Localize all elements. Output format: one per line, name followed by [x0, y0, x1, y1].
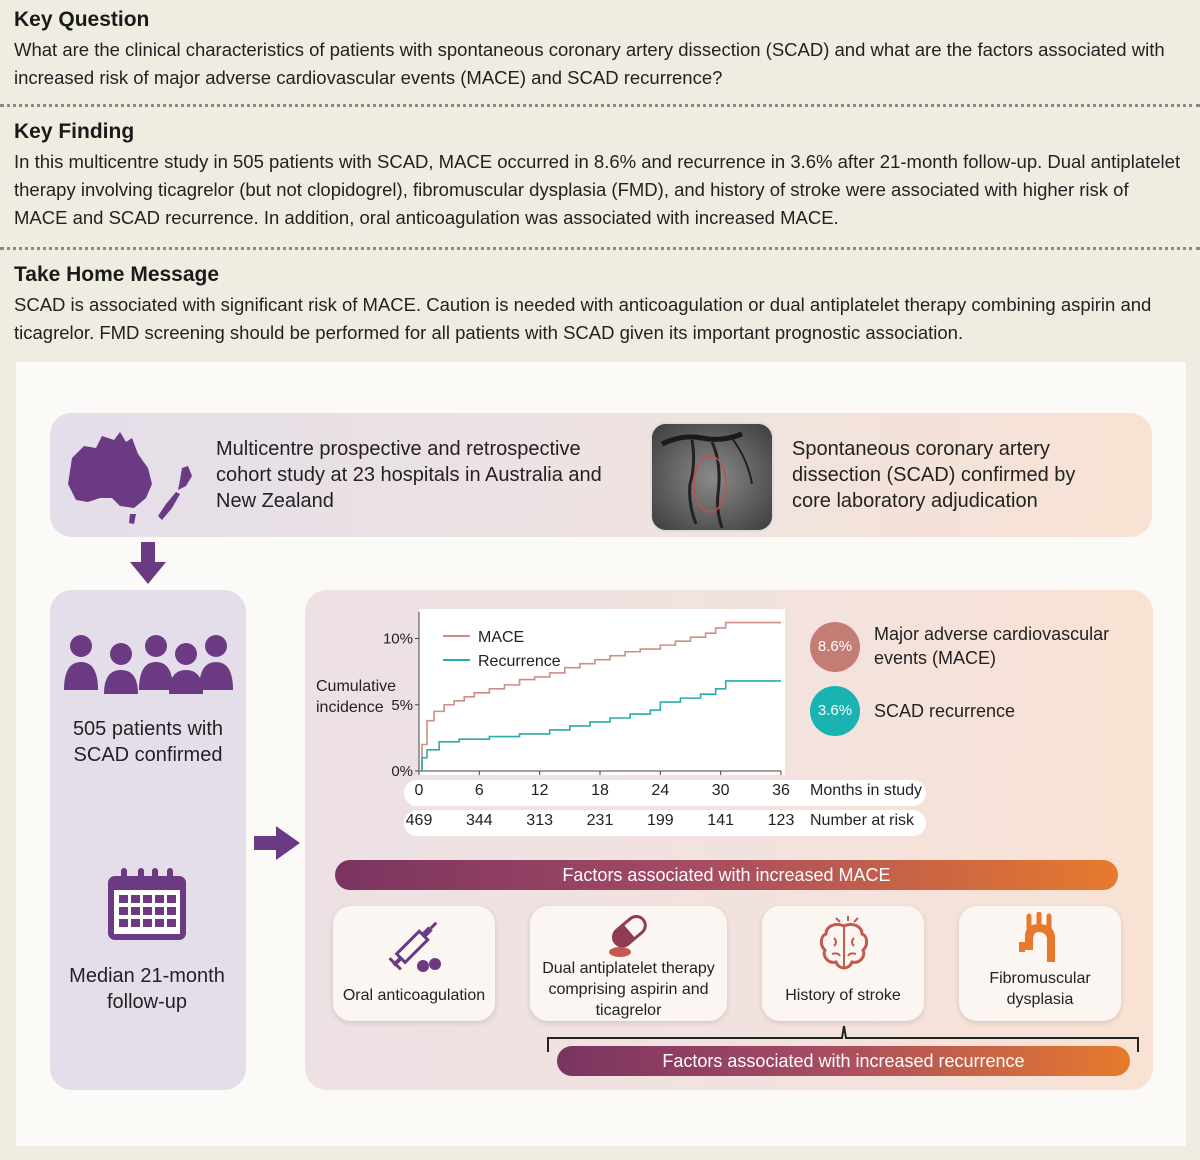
key-finding-heading: Key Finding: [14, 120, 135, 143]
factor-history-of-stroke: [762, 906, 924, 1021]
legend-label: Recurrence: [478, 653, 561, 670]
study-design-text: Multicentre prospective and retrospective cohort study at 23 hospitals in Australia and New Zealand: [216, 438, 602, 512]
calendar-icon: [106, 868, 188, 942]
factor-dual-antiplatelet: [530, 906, 727, 1021]
number-at-risk-value: 231: [586, 812, 614, 829]
x-tick-label: 12: [530, 782, 549, 799]
factor-label: History of stroke: [785, 987, 901, 1004]
angiogram-picture: [652, 424, 772, 530]
recurrence-factors-banner: Factors associated with increased recurrence: [557, 1046, 1130, 1076]
number-at-risk-label: Number at risk: [810, 812, 915, 829]
recurrence-outcome-label: SCAD recurrence: [874, 701, 1016, 721]
divider: [0, 247, 1200, 250]
syringe-icon: [385, 916, 445, 972]
y-tick-label: 0%: [391, 763, 413, 780]
number-at-risk-value: 123: [767, 812, 795, 829]
key-question-heading: Key Question: [14, 8, 150, 31]
mace-outcome-label: Major adverse cardiovascular events (MACE): [874, 624, 1110, 668]
factor-fibromuscular-dysplasia: [959, 906, 1121, 1021]
key-finding-text: In this multicentre study in 505 patients with SCAD, MACE occurred in 8.6% and recurrence in 3.6% after 21-month follow-up. Dual antiplatelet therapy involving ticagrelor (but not clopidogrel), fibromuscular dysplasia (FMD), and history of stroke were associated with higher risk of MACE and SCAD recurrence. In addition, oral anticoagulation was associated with increased MACE.: [14, 151, 1181, 228]
number-at-risk-value: 469: [405, 812, 433, 829]
aorta-icon: [1015, 912, 1065, 968]
australia-nz-map-icon: [62, 428, 202, 530]
x-tick-label: 24: [651, 782, 670, 799]
number-at-risk-value: 141: [707, 812, 734, 829]
patients-group-icon: [64, 632, 234, 694]
angiogram-image: [650, 422, 774, 532]
scad-confirmed-text: Spontaneous coronary artery dissection (SCAD) confirmed by core laboratory adjudication: [792, 438, 1076, 512]
x-tick-label: 6: [474, 782, 484, 799]
key-question-section: [14, 8, 1186, 92]
y-tick-label: 10%: [382, 630, 413, 648]
take-home-heading: Take Home Message: [14, 263, 220, 286]
mace-rate-badge: 8.6%: [810, 622, 860, 672]
recurrence-rate-badge: 3.6%: [810, 686, 860, 736]
months-label: Months in study: [810, 782, 923, 799]
brain-icon: [816, 916, 872, 974]
take-home-text: SCAD is associated with significant risk of MACE. Caution is needed with anticoagulation or dual antiplatelet therapy combining aspirin and ticagrelor. FMD screening should be performed for all patients with SCAD given its important prognostic association.: [14, 294, 1152, 343]
number-at-risk-value: 344: [465, 812, 493, 829]
legend-label: MACE: [478, 629, 525, 646]
pills-icon: [604, 914, 654, 958]
x-tick-label: 18: [591, 782, 609, 799]
key-finding-section: [14, 120, 1186, 232]
x-tick-label: 0: [414, 782, 424, 799]
y-tick-label: 5%: [391, 696, 413, 714]
number-at-risk-value: 313: [526, 812, 553, 829]
mace-factors-banner: Factors associated with increased MACE: [335, 860, 1118, 890]
followup-text: Median 21-month follow-up: [69, 965, 225, 1013]
series-line-mace: [419, 623, 781, 771]
take-home-section: [14, 263, 1186, 347]
x-tick-label: 36: [772, 782, 790, 799]
right-arrow-icon: [254, 826, 300, 860]
series-line-recurrence: [419, 681, 781, 771]
factor-label: Dual antiplatelet therapy comprising aspirin and ticagrelor: [542, 960, 715, 1019]
factor-label: Oral anticoagulation: [342, 987, 486, 1004]
y-axis-label: Cumulative incidence: [316, 678, 397, 716]
number-at-risk-value: 199: [646, 812, 674, 829]
x-tick-label: 30: [711, 782, 730, 799]
factor-oral-anticoagulation: [333, 906, 495, 1021]
divider: [0, 104, 1200, 107]
factor-label: Fibromuscular dysplasia: [989, 970, 1091, 1008]
down-arrow-icon: [128, 542, 168, 586]
patients-count-text: 505 patients with SCAD confirmed: [72, 718, 224, 766]
key-question-text: What are the clinical characteristics of patients with spontaneous coronary artery dissection (SCAD) and what are the factors associated with increased risk of major adverse cardiovascular events (MACE) and SCAD recurrence?: [14, 39, 1165, 88]
